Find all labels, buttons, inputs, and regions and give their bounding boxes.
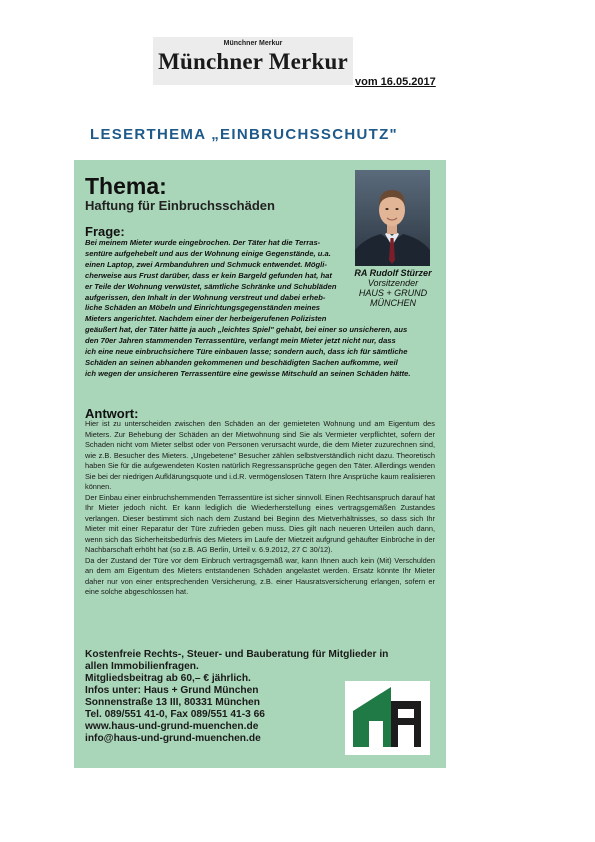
newspaper-masthead [153, 37, 353, 85]
frage-line: ich wegen der unsicheren Terrassentüre eine gewisse Mitschuld an seinen Schäden hätte. [85, 368, 411, 378]
footer-line: Sonnenstraße 13 III, 80331 München [85, 697, 260, 708]
author-name: RA Rudolf Stürzer [354, 268, 432, 278]
antwort-paragraph: Hier ist zu unterscheiden zwischen den Schäden an der gemieteten Wohnung und am Eigentum des Mieters. Zur Behebung der Schäden an der Mietwohnung sind Sie als Vermieter verpflichtet, sofern der Schaden nicht vom Mieter selbst oder von Personen verursacht wurde, die dem Mieter zuzurechnen sind, wie z.B. Besucher des Mieters. „Ungebetene" Besucher zählen selbstverständlich nicht dazu. Theoretisch haben Sie für die aufgewendeten Kosten natürlich Regressansprüche gegen den Täter. Allerdings wenden Sie bei der niedrigen Aufklärungsquote und i.d.R. vermögenslosen Tätern Ihre Ansprüche kaum realisieren können. [85, 419, 435, 491]
frage-line: cherweise aus Frust darüber, dass er kein Bargeld gefunden hat, hat [85, 270, 332, 280]
footer-website-link[interactable]: www.haus-und-grund-muenchen.de [85, 721, 259, 732]
frage-line: liche Schäden an Möbeln und Einrichtungsgegenständen meines [85, 303, 321, 313]
footer-line: Kostenfreie Rechts-, Steuer- und Bauberatung für Mitglieder in [85, 649, 389, 660]
house-logo-icon [345, 681, 430, 755]
haus-und-grund-logo [345, 681, 430, 755]
footer-email-link[interactable]: info@haus-und-grund-muenchen.de [85, 733, 261, 744]
antwort-paragraph: Da der Zustand der Türe vor dem Einbruch vertragsgemäß war, kann Ihnen auch kein (Mit) Verschulden an dem am Eigentum des Mieters entstandenen Schäden angelastet werden. Ersatz könnte Ihr Mieter daher nur von einer entsprechenden Versicherung, z.B. einer Hausratsversicherung erlangen, sofern er eine solche abgeschlossen hat. [85, 555, 435, 596]
frage-line: einen Laptop, zwei Armbanduhren und Schmuck entwendet. Mögli- [85, 259, 327, 269]
frage-line: den 70er Jahren stammenden Terrassentüre, verlangt mein Mieter jetzt nicht nur, dass [85, 336, 396, 346]
antwort-paragraph: Der Einbau einer einbruchshemmenden Terrassentüre ist sicher sinnvoll. Einen Rechtsanspruch darauf hat Ihr Mieter jedoch nicht. Er kann lediglich die Wiederherstellung eines vertragsgemäßen Zustandes verlangen. Dieser bestimmt sich nach dem Zustand bei Beginn des Mietverhältnisses, so dass sich Ihr Mieter mit einer Reparatur der Türe zufrieden geben muss. Dies gilt nach neueren Urteilen auch dann, wenn sich das Sicherheitsbedürfnis des Mieters im Laufe der Mietzeit aufgrund gehäufter Einbrüche in der Nachbarschaft erhöht hat (so z.B. AG Berlin, Urteil v. 6.9.2012, 27 C 30/12). [85, 492, 435, 554]
masthead-title: Münchner Merkur [158, 49, 348, 74]
antwort-text [85, 419, 435, 598]
footer-info [85, 649, 389, 745]
frage-line: geäußert hat, der Täter hätte ja auch „leichtes Spiel" gehabt, bei einer so unsicheren, aus [85, 325, 408, 335]
author-role-3: MÜNCHEN [370, 298, 416, 308]
frage-line: Mieters angerichtet. Nachdem einer der herbeigerufenen Polizisten [85, 314, 327, 324]
frage-line: er Teile der Wohnung verwüstet, sämtliche Schränke und Schubläden [85, 281, 337, 291]
frage-text [85, 238, 433, 380]
thema-subtitle: Haftung für Einbruchsschäden [85, 198, 275, 213]
frage-line: Bei meinem Mieter wurde eingebrochen. Der Täter hat die Terras- [85, 238, 321, 247]
author-role-2: HAUS + GRUND [358, 288, 428, 298]
frage-heading: Frage: [85, 224, 125, 239]
masthead-small-title: Münchner Merkur [223, 40, 283, 47]
footer-line: Infos unter: Haus + Grund München [85, 685, 259, 696]
leserthema-heading: LESERTHEMA „EINBRUCHSSCHUTZ" [90, 126, 398, 143]
publication-date: vom 16.05.2017 [355, 76, 436, 88]
frage-line: ich eine neue einbruchsichere Türe einbauen lasse; sondern auch, dass ich für sämtliche [85, 347, 408, 357]
footer-line: Mitgliedsbeitrag ab 60,– € jährlich. [85, 673, 251, 684]
frage-line: sentüre aufgehebelt und aus der Wohnung einige Gegenstände, u.a. [85, 248, 331, 258]
frage-line: Schäden an seinen abhanden gekommenen und beschädigten Sachen aufkomme, weil [85, 357, 398, 367]
author-role-1: Vorsitzender [367, 278, 419, 288]
footer-line: allen Immobilienfragen. [85, 661, 199, 672]
antwort-heading: Antwort: [85, 406, 139, 421]
thema-title: Thema: [85, 173, 167, 199]
footer-line: Tel. 089/551 41-0, Fax 089/551 41-3 66 [85, 709, 265, 720]
frage-line: aufgerissen, den Inhalt in der Wohnung verstreut und dabei erheb- [85, 292, 326, 302]
